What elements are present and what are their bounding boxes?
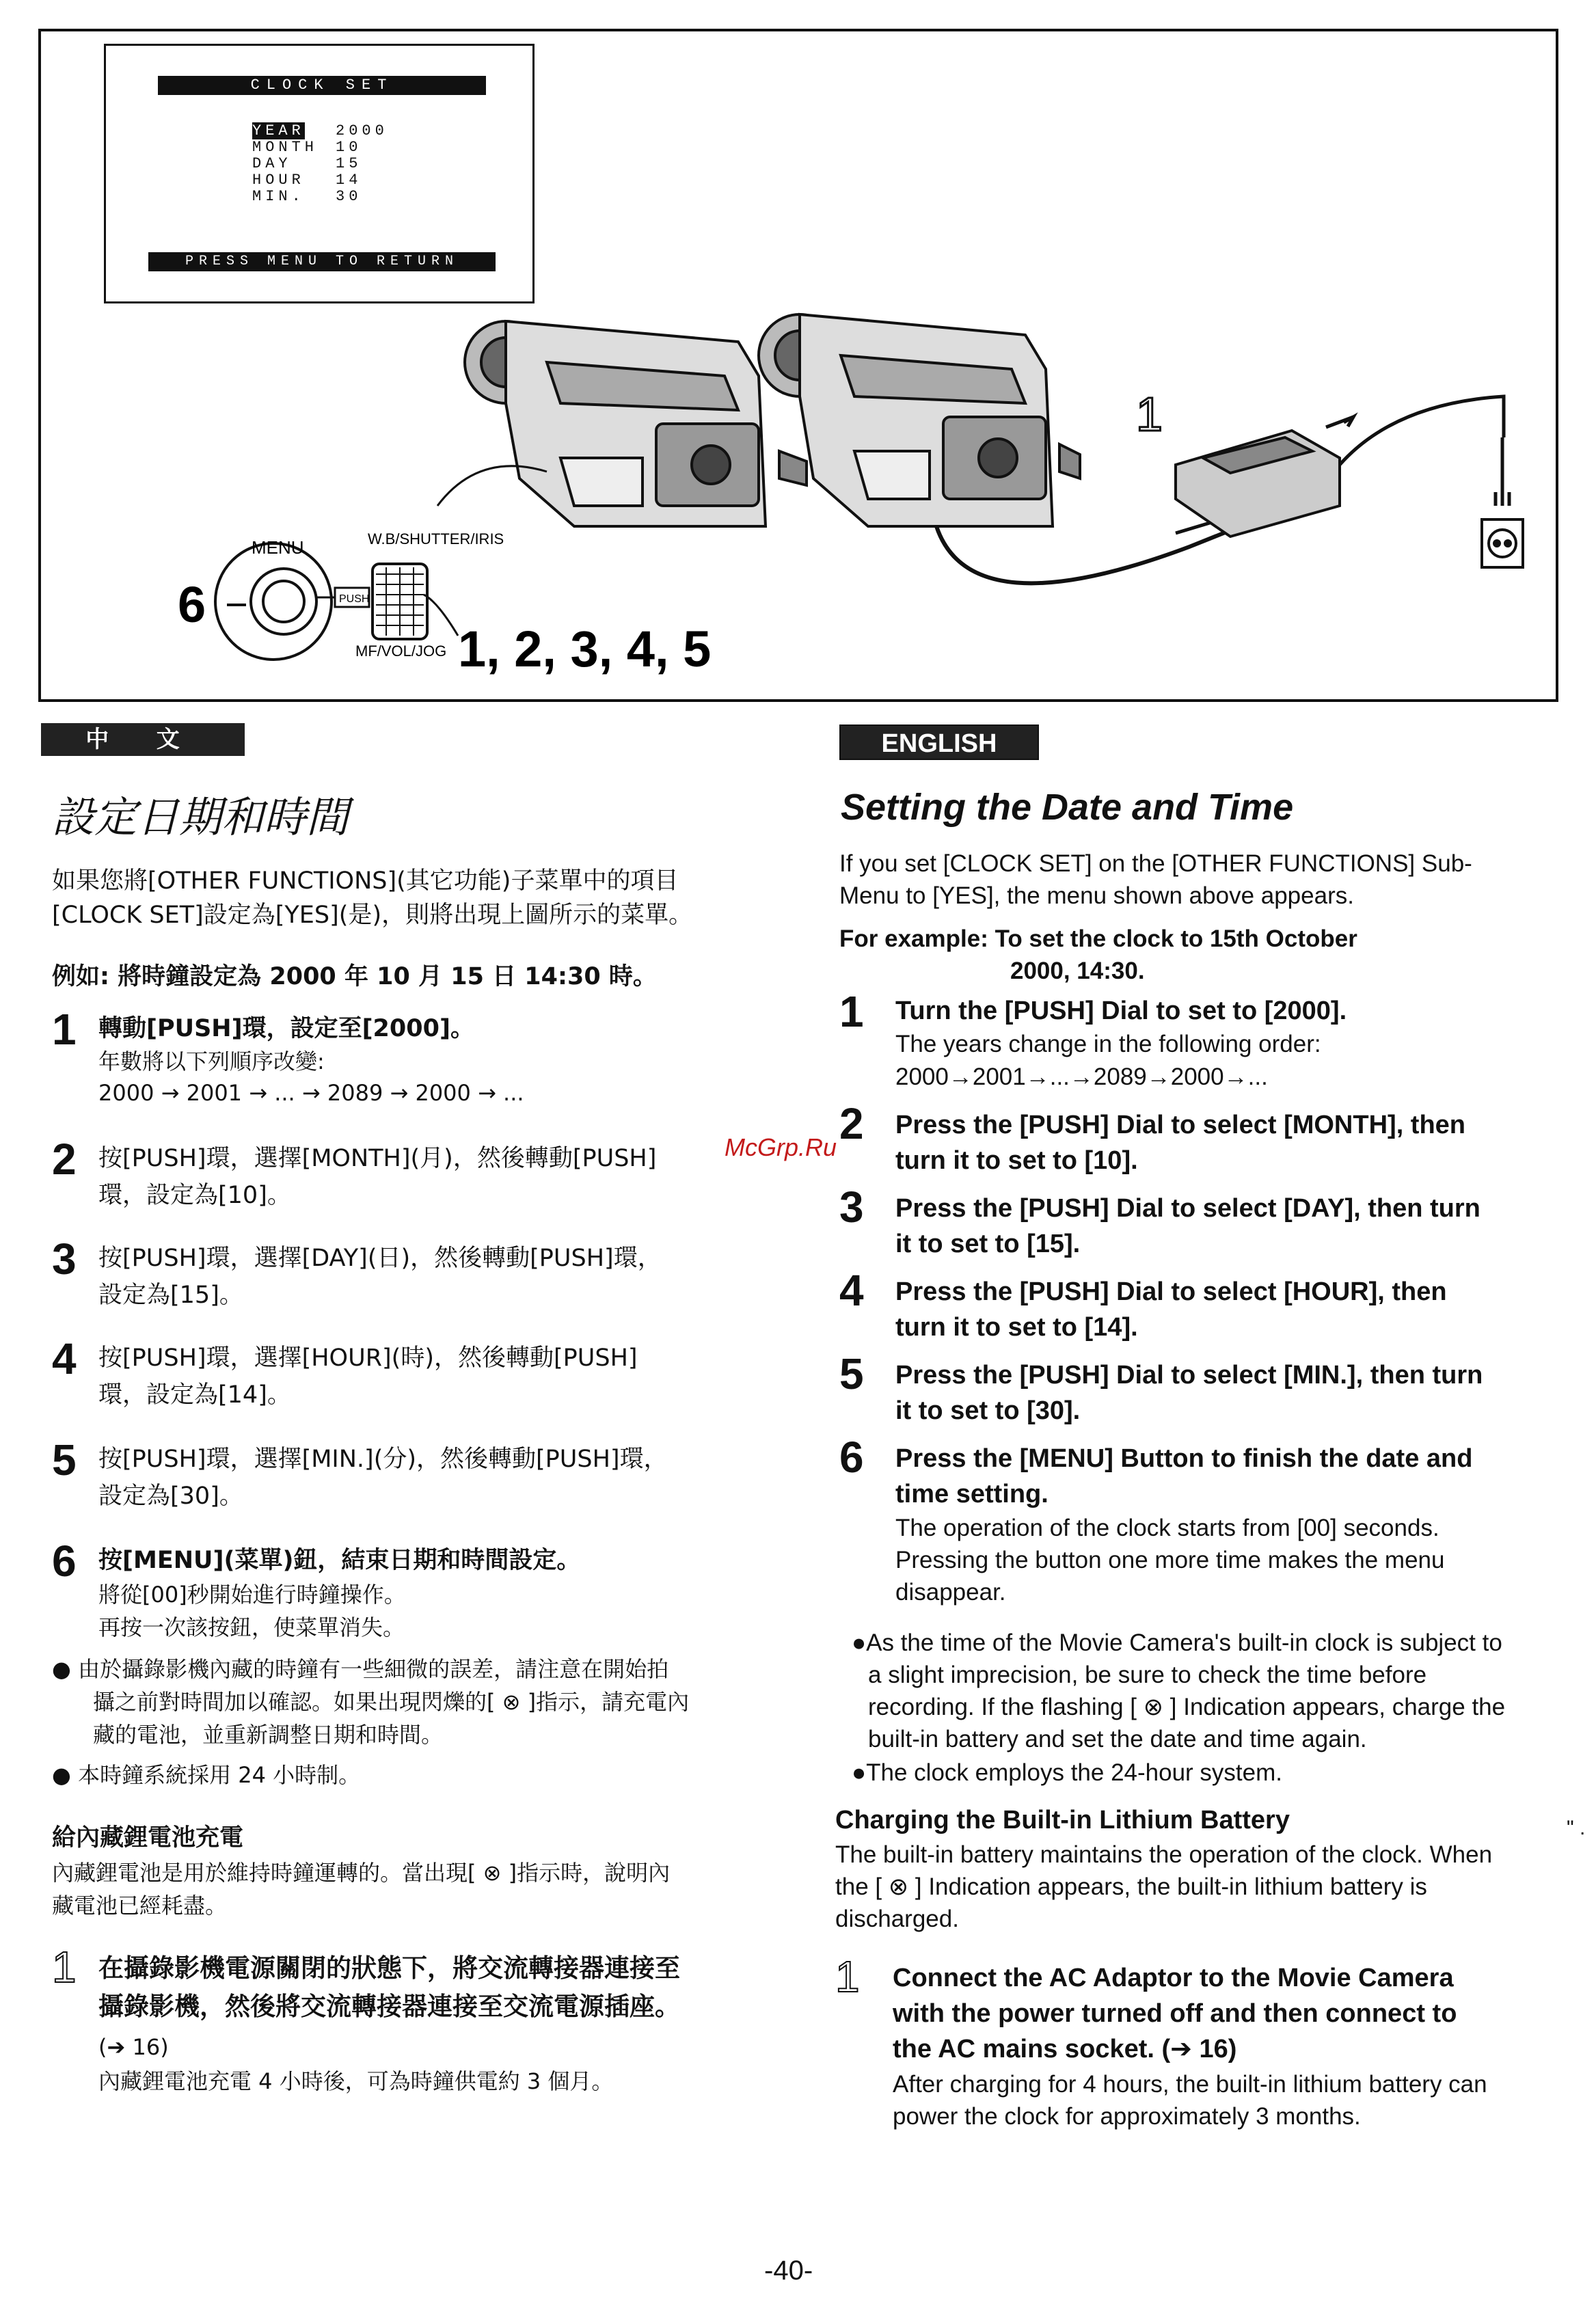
english-title: Setting the Date and Time <box>841 787 1294 828</box>
chinese-bullet-1: ● 由於攝錄影機內藏的時鐘有一些細微的誤差，請注意在開始拍 攝之前對時間加以確認。如果出現閃爍的[ ⊗ ]指示，請充電內 藏的電池，並重新調整日期和時間。 <box>52 1656 690 1748</box>
chinese-title: 設定日期和時間 <box>52 792 349 842</box>
camera-illustration <box>178 301 1517 677</box>
english-bullet-2: ●The clock employs the 24-hour system. <box>852 1759 1282 1786</box>
clock-set-screen <box>104 44 535 303</box>
osd-row-min: MIN. 30 <box>252 188 362 205</box>
english-battery-heading: Charging the Built-in Lithium Battery <box>835 1806 1290 1834</box>
ac-adaptor-illustration <box>1176 396 1504 537</box>
wb-shutter-iris-label: W.B/SHUTTER/IRIS <box>368 530 504 547</box>
menu-button-label: MENU <box>252 537 304 558</box>
callout-adaptor-step: 1 <box>1136 388 1163 441</box>
osd-row-year: YEAR 2000 <box>252 122 388 139</box>
english-example: For example: To set the clock to 15th October 2000, 14:30. <box>839 925 1357 984</box>
osd-footer: PRESS MENU TO RETURN <box>148 252 496 271</box>
osd-title: CLOCK SET <box>158 76 486 95</box>
english-intro: If you set [CLOCK SET] on the [OTHER FUNCTIONS] Sub- Menu to [YES], the menu shown above appears. <box>839 850 1472 909</box>
osd-row-hour: HOUR 14 <box>252 172 362 189</box>
camera-right-illustration <box>759 314 1080 526</box>
push-dial-label: PUSH <box>339 593 370 605</box>
page-number: -40- <box>764 2256 813 2286</box>
mf-vol-jog-label: MF/VOL/JOG <box>355 642 447 660</box>
english-battery-text: The built-in battery maintains the operation of the clock. When the [ ⊗ ] Indication appears, the built-in lithium battery is discharged. <box>835 1841 1493 1932</box>
chinese-battery-heading: 給內藏鋰電池充電 <box>52 1824 244 1852</box>
callout-step-6: 6 <box>178 576 206 633</box>
chinese-intro: 如果您將[OTHER FUNCTIONS](其它功能)子菜單中的項目 [CLOCK SET]設定為[YES](是)，則將出現上圖所示的菜單。 <box>52 867 693 929</box>
chinese-bullet-2: ● 本時鐘系統採用 24 小時制。 <box>52 1762 361 1788</box>
callout-steps-1-5: 1, 2, 3, 4, 5 <box>458 621 712 677</box>
osd-row-day: DAY 15 <box>252 155 362 172</box>
english-section-tag: ENGLISH <box>839 725 1039 760</box>
watermark: McGrp.Ru <box>725 1133 837 1161</box>
chinese-battery-text: 內藏鋰電池是用於維持時鐘運轉的。當出現[ ⊗ ]指示時，說明內 藏電池已經耗盡。 <box>52 1860 671 1919</box>
english-bullet-1: ●As the time of the Movie Camera's built-in clock is subject to a slight imprecision, be sure to check the time before recording. If the flashing [ ⊗ ] Indication appears, charge the built-in battery and set the date and time again. <box>852 1629 1506 1752</box>
chinese-example: 例如: 將時鐘設定為 2000 年 10 月 15 日 14:30 時。 <box>52 963 657 990</box>
chinese-section-tag: 中 文 <box>41 723 245 756</box>
margin-mark: " . <box>1567 1817 1586 1839</box>
camera-left-illustration <box>465 321 807 526</box>
osd-row-month: MONTH 10 <box>252 139 362 156</box>
